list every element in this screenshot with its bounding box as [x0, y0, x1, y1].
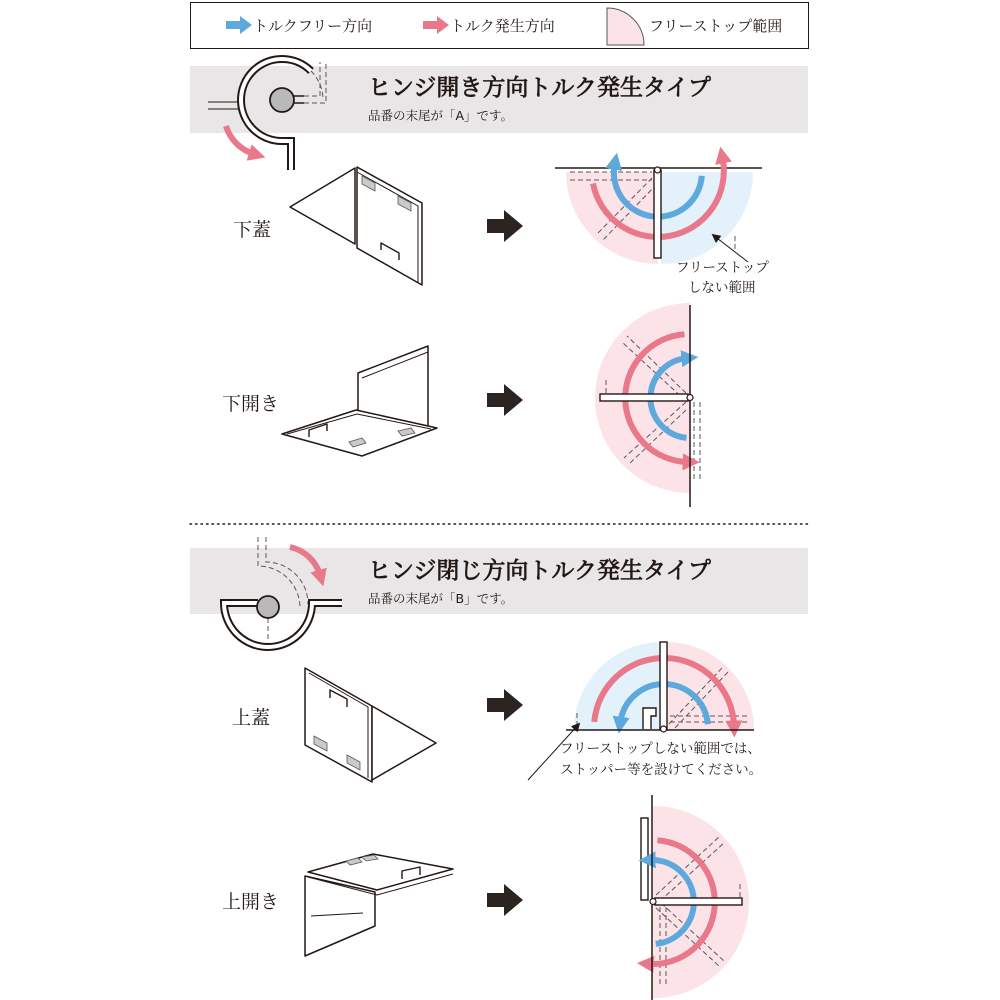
callout-line-2: しない範囲: [688, 280, 756, 296]
section-b-title: ヒンジ閉じ方向トルク発生タイプ: [368, 558, 711, 584]
legend: [191, 3, 809, 49]
row-label-top-lid: 上蓋: [232, 707, 271, 729]
callout-line-1: フリーストップしない範囲では、: [560, 741, 761, 757]
row-bottom-lid: [233, 158, 769, 296]
lid-panel: [305, 668, 372, 782]
next-arrow-icon: [487, 884, 523, 916]
hinge-pivot: [655, 167, 661, 173]
hinge-pivot: [650, 899, 656, 905]
ghost-panel-vertical: [694, 402, 700, 482]
row-top-open: [222, 795, 749, 1000]
row-label-bottom-open: 下開き: [222, 393, 280, 415]
box-side-face: [372, 706, 436, 780]
top-lid-rotation-diagram: [528, 642, 762, 780]
row-label-top-open: 上開き: [222, 891, 280, 913]
callout-leader: [713, 235, 748, 262]
lid-panel-open: [600, 394, 688, 401]
next-arrow-icon: [487, 689, 523, 721]
icon-hinge-pin: [257, 596, 279, 618]
bottom-lid-rotation-diagram: [555, 158, 769, 296]
mount-bracket: [641, 818, 648, 900]
top-open-rotation-diagram: [641, 795, 749, 1000]
callout-line-2: ストッパー等を設けてください。: [560, 762, 763, 778]
hinge-pivot: [661, 726, 667, 732]
top-lid-box-illustration: [305, 668, 436, 782]
lid-panel-closed: [660, 642, 667, 729]
legend-torque-label: トルク発生方向: [450, 17, 555, 35]
next-arrow-icon: [487, 210, 523, 242]
bottom-open-box-illustration: [282, 346, 437, 456]
lid-panel-closed: [654, 170, 661, 258]
hinge-pivot: [687, 395, 693, 401]
next-arrow-icon: [487, 384, 523, 416]
lid-panel-open: [655, 898, 742, 905]
section-a-header: [190, 59, 808, 170]
callout-line-1: フリーストップ: [676, 260, 769, 276]
section-b-header: [190, 537, 808, 647]
row-top-lid: [232, 642, 762, 782]
row-label-bottom-lid: 下蓋: [233, 219, 272, 241]
section-a-title: ヒンジ開き方向トルク発生タイプ: [368, 75, 711, 101]
top-open-box-illustration: [305, 854, 453, 956]
bottom-lid-box-illustration: [290, 167, 422, 285]
box-side-face: [290, 168, 355, 244]
bottom-open-rotation-diagram: [595, 303, 700, 507]
icon-hinge-pin: [270, 88, 294, 112]
legend-free-stop-label: フリーストップ範囲: [649, 17, 783, 35]
section-a-subtitle: 品番の末尾が「A」です。: [368, 108, 514, 123]
legend-torque-free-label: トルクフリー方向: [253, 17, 373, 35]
row-bottom-open: [222, 303, 700, 507]
section-b-subtitle: 品番の末尾が「B」です。: [368, 591, 514, 606]
